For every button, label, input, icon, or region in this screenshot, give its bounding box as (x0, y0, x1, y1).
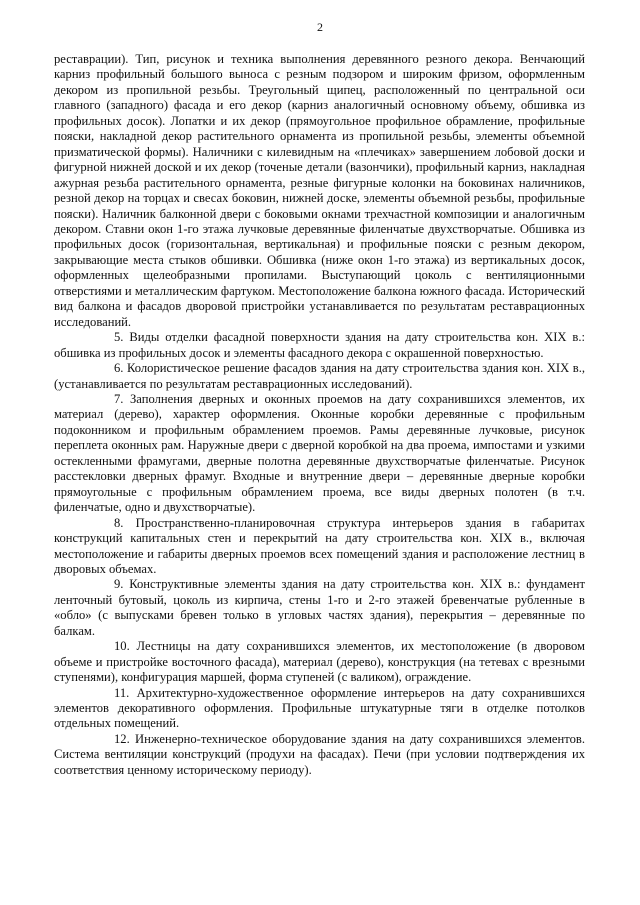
item-text: Архитектурно-художественное оформление интерьеров на дату сохранившихся элементов декоративного оформления. Профильные штукатурные тяги в отделке потолков отдельных помещений. (54, 685, 585, 731)
item-number: 8. (114, 515, 124, 530)
list-item-5 (54, 330, 585, 361)
item-text: Заполнения дверных и оконных проемов на дату сохранившихся элементов, их материал (дерево), характер оформления. Оконные коробки деревянные с профильным подоконником и профильным обрамлением проемов. Рамы деревянные лучковые, рисунок переплета оконных рам. Наружные двери с дверной коробкой на два проема, импостами и узкими остекленными фрамугами, дверные полотна деревянные двухстворчатые филенчатые. Рисунок расстекловки дверных фрамуг. Входные и внутренние двери – деревянные дверные коробки прямоугольные с профильным обрамлением проема, все виды дверных полотен (в т.ч. филенчатые, одно и двухстворчатые). (54, 391, 586, 515)
item-text: Конструктивные элементы здания на дату строительства кон. XIX в.: фундамент ленточный бутовый, цоколь из кирпича, стены 1-го и 2-го этажей бревенчатые рубленные в «обло» (с выпусками бревен только в угловых частях здания), перекрытия – деревянные по балкам. (54, 577, 585, 638)
list-item-12 (54, 732, 585, 778)
list-item-8 (54, 516, 585, 578)
list-item-6 (54, 361, 585, 392)
item-number: 5. (114, 330, 124, 345)
document-body (54, 52, 585, 778)
item-number: 7. (114, 391, 124, 406)
list-item-10 (54, 639, 585, 685)
item-number: 9. (114, 577, 124, 592)
item-text: Колористическое решение фасадов здания на дату строительства здания кон. XIX в., (устанавливается по результатам реставрационных исследований). (54, 361, 585, 391)
item-text: Инженерно-техническое оборудование здания на дату сохранившихся элементов. Система вентиляции конструкций (продухи на фасадах). Печи (при условии подтверждения их соответствия ценному историческому периоду). (54, 731, 585, 777)
continuation-paragraph: реставрации). Тип, рисунок и техника выполнения деревянного резного декора. Венчающий карниз профильный большого выноса с резным подзором и широким фризом, оформленным декором из пропильной резьбы. Треугольный щипец, расположенный по центральной оси главного (западного) фасада и его декор (карниз аналогичный основному объему, обшивка из профильных досок). Лопатки и их декор (прямоугольное профильное обрамление, профильные пояски, накладной декор растительного орнамента из пропильной резьбы, элементы объемной призматической формы). Наличники с килевидным на «плечиках» завершением лобовой доски и фигурной нижней доской и их декор (точеные детали (вазончики), профильный карниз, накладная ажурная резьба растительного орнамента, резные фигурные колонки на боковинах наличников, резной декор на торцах и свесах боковин, нижней доске, элементы объемной резьбы, профильные пояски). Наличник балконной двери с боковыми окнами трехчастной композиции и аналогичным декором. Ставни окон 1-го этажа лучковые деревянные филенчатые двухстворчатые. Обшивка из профильных досок (горизонтальная, вертикальная) и профильные пояски с резным декором, закрывающие места стыков обшивки. Обшивка (ниже окон 1-го этажа) из вертикальных досок, оформленных щелеобразными пропилами. Выступающий цоколь с вентиляционными отверстиями и металлическим фартуком. Местоположение балкона южного фасада. Исторический вид балкона и фасадов дворовой пристройки устанавливается по результатам реставрационных исследований. (54, 52, 585, 329)
item-text: Лестницы на дату сохранившихся элементов, их местоположение (в дворовом объеме и пристройке восточного фасада), материал (дерево), конструкция (на тетевах с врезными ступенями), конфигурация маршей, форма ступеней (с валиком), ограждение. (54, 639, 585, 685)
item-number: 6. (114, 361, 124, 376)
item-number: 10. (114, 639, 130, 654)
item-number: 12. (114, 731, 130, 746)
item-text: Пространственно-планировочная структура интерьеров здания в габаритах конструкций капитальных стен и перекрытий на дату строительства кон. XIX в., включая местоположение и габариты дверных проемов всех помещений здания и расположение лестниц в дворовых объемах. (54, 515, 585, 576)
item-number: 11. (114, 685, 130, 700)
item-text: Виды отделки фасадной поверхности здания на дату строительства кон. XIX в.: обшивка из профильных досок и элементы фасадного декора с окрашенной поверхностью. (54, 330, 585, 360)
list-item-7 (54, 392, 585, 516)
list-item-9 (54, 577, 585, 639)
page-number: 2 (317, 20, 323, 34)
list-item-11 (54, 686, 585, 732)
